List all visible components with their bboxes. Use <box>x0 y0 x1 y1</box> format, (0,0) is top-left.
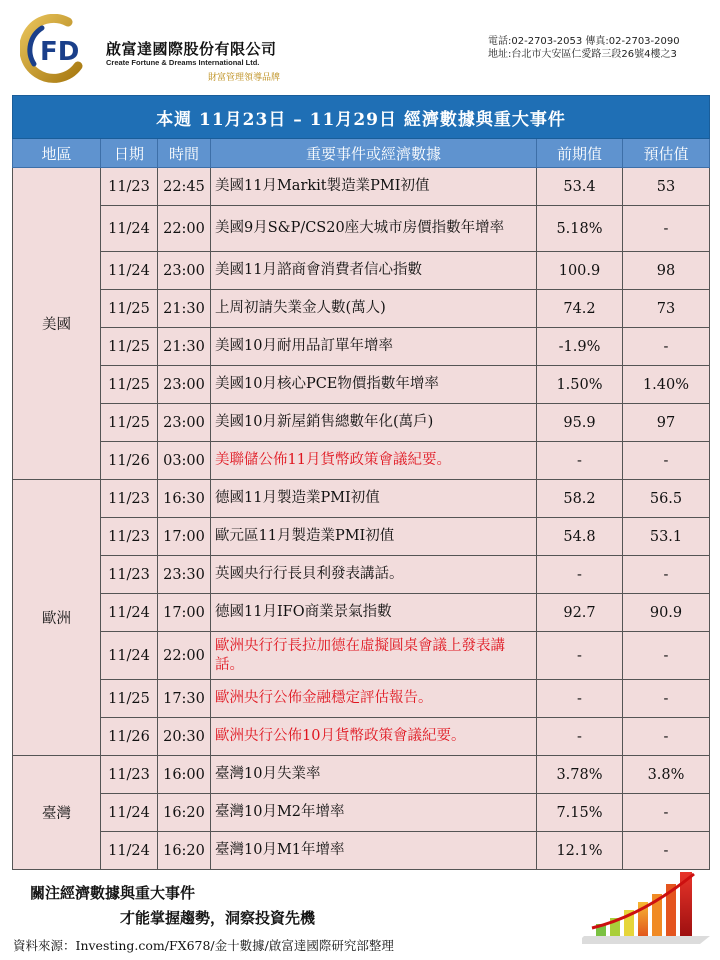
header <box>0 0 720 88</box>
event-cell: 美國9月S&P/CS20座大城市房價指數年增率 <box>211 206 537 252</box>
forecast-value-cell: - <box>623 328 710 366</box>
date-cell: 11/26 <box>101 718 158 756</box>
column-header-time: 時間 <box>158 139 211 168</box>
slogan-line-1: 關注經濟數據與重大事件 <box>30 884 196 902</box>
forecast-value-cell: 3.8% <box>623 756 710 794</box>
event-cell: 德國11月製造業PMI初值 <box>211 480 537 518</box>
date-cell: 11/23 <box>101 756 158 794</box>
time-cell: 03:00 <box>158 442 211 480</box>
table-title-row <box>13 96 710 139</box>
forecast-value-cell: - <box>623 632 710 680</box>
table-row <box>13 718 710 756</box>
time-cell: 22:00 <box>158 206 211 252</box>
table-row <box>13 632 710 680</box>
time-cell: 23:00 <box>158 366 211 404</box>
time-cell: 21:30 <box>158 328 211 366</box>
date-cell: 11/25 <box>101 328 158 366</box>
date-cell: 11/23 <box>101 518 158 556</box>
event-cell: 美國10月耐用品訂單年增率 <box>211 328 537 366</box>
logo-letters: FD <box>40 37 80 67</box>
column-header-event: 重要事件或經濟數據 <box>211 139 537 168</box>
time-cell: 23:00 <box>158 404 211 442</box>
previous-value-cell: 12.1% <box>537 832 623 870</box>
time-cell: 20:30 <box>158 718 211 756</box>
time-cell: 22:45 <box>158 168 211 206</box>
previous-value-cell: 54.8 <box>537 518 623 556</box>
event-cell: 美國10月核心PCE物價指數年增率 <box>211 366 537 404</box>
event-cell: 臺灣10月M2年增率 <box>211 794 537 832</box>
time-cell: 17:00 <box>158 594 211 632</box>
table-title: 本週 11月23日 – 11月29日 經濟數據與重大事件 <box>13 96 710 139</box>
forecast-value-cell: 53.1 <box>623 518 710 556</box>
date-cell: 11/25 <box>101 680 158 718</box>
event-cell: 歐洲央行行長拉加德在虛擬圓桌會議上發表講話。 <box>211 632 537 680</box>
time-cell: 23:30 <box>158 556 211 594</box>
event-cell: 上周初請失業金人數(萬人) <box>211 290 537 328</box>
region-cell: 臺灣 <box>13 756 101 870</box>
date-cell: 11/25 <box>101 366 158 404</box>
table-row <box>13 290 710 328</box>
forecast-value-cell: - <box>623 442 710 480</box>
time-cell: 23:00 <box>158 252 211 290</box>
company-tagline: 財富管理領導品牌 <box>208 73 281 83</box>
forecast-value-cell: - <box>623 680 710 718</box>
time-cell: 22:00 <box>158 632 211 680</box>
forecast-value-cell: - <box>623 206 710 252</box>
event-cell: 美聯儲公佈11月貨幣政策會議紀要。 <box>211 442 537 480</box>
forecast-value-cell: 73 <box>623 290 710 328</box>
forecast-value-cell: 90.9 <box>623 594 710 632</box>
table-row <box>13 556 710 594</box>
column-header-date: 日期 <box>101 139 158 168</box>
column-header-region: 地區 <box>13 139 101 168</box>
event-cell: 德國11月IFO商業景氣指數 <box>211 594 537 632</box>
forecast-value-cell: 53 <box>623 168 710 206</box>
fd-logo-icon <box>20 14 90 84</box>
table-row <box>13 252 710 290</box>
region-cell: 歐洲 <box>13 480 101 756</box>
company-name-en: Create Fortune & Dreams International Ltd. <box>106 58 260 67</box>
previous-value-cell: 5.18% <box>537 206 623 252</box>
previous-value-cell: -1.9% <box>537 328 623 366</box>
table-row <box>13 518 710 556</box>
table-row <box>13 680 710 718</box>
event-cell: 美國10月新屋銷售總數年化(萬戶) <box>211 404 537 442</box>
time-cell: 21:30 <box>158 290 211 328</box>
date-cell: 11/24 <box>101 832 158 870</box>
table-row <box>13 206 710 252</box>
event-cell: 美國11月Markit製造業PMI初值 <box>211 168 537 206</box>
forecast-value-cell: 97 <box>623 404 710 442</box>
previous-value-cell: 1.50% <box>537 366 623 404</box>
previous-value-cell: 74.2 <box>537 290 623 328</box>
time-cell: 16:30 <box>158 480 211 518</box>
company-logo <box>20 14 300 84</box>
forecast-value-cell: 1.40% <box>623 366 710 404</box>
table-header-row <box>13 139 710 168</box>
event-cell: 美國11月諮商會消費者信心指數 <box>211 252 537 290</box>
slogan-line-2: 才能掌握趨勢，洞察投資先機 <box>120 909 316 927</box>
previous-value-cell: 58.2 <box>537 480 623 518</box>
table-row <box>13 756 710 794</box>
forecast-value-cell: - <box>623 832 710 870</box>
economic-calendar-table <box>12 95 710 870</box>
forecast-value-cell: 56.5 <box>623 480 710 518</box>
event-cell: 歐洲央行公佈10月貨幣政策會議紀要。 <box>211 718 537 756</box>
company-name-cn: 啟富達國際股份有限公司 <box>106 40 277 58</box>
previous-value-cell: 3.78% <box>537 756 623 794</box>
date-cell: 11/24 <box>101 794 158 832</box>
previous-value-cell: 7.15% <box>537 794 623 832</box>
table-row <box>13 404 710 442</box>
time-cell: 17:00 <box>158 518 211 556</box>
previous-value-cell: - <box>537 442 623 480</box>
table-row <box>13 480 710 518</box>
date-cell: 11/23 <box>101 168 158 206</box>
event-cell: 歐洲央行公佈金融穩定評估報告。 <box>211 680 537 718</box>
table-body <box>13 168 710 870</box>
date-cell: 11/23 <box>101 480 158 518</box>
time-cell: 16:20 <box>158 794 211 832</box>
table-row <box>13 442 710 480</box>
address: 地址:台北市大安區仁愛路三段26號4樓之3 <box>488 49 677 60</box>
date-cell: 11/23 <box>101 556 158 594</box>
event-cell: 臺灣10月失業率 <box>211 756 537 794</box>
table-row <box>13 168 710 206</box>
date-cell: 11/25 <box>101 290 158 328</box>
time-cell: 16:00 <box>158 756 211 794</box>
table-row <box>13 832 710 870</box>
date-cell: 11/26 <box>101 442 158 480</box>
forecast-value-cell: 98 <box>623 252 710 290</box>
column-header-forecast: 預估值 <box>623 139 710 168</box>
previous-value-cell: 95.9 <box>537 404 623 442</box>
footer-slogan <box>30 881 315 931</box>
date-cell: 11/24 <box>101 206 158 252</box>
event-cell: 英國央行行長貝利發表講話。 <box>211 556 537 594</box>
contact-info <box>488 35 680 61</box>
previous-value-cell: - <box>537 556 623 594</box>
time-cell: 16:20 <box>158 832 211 870</box>
previous-value-cell: - <box>537 632 623 680</box>
event-cell: 歐元區11月製造業PMI初值 <box>211 518 537 556</box>
previous-value-cell: 53.4 <box>537 168 623 206</box>
date-cell: 11/24 <box>101 594 158 632</box>
previous-value-cell: 92.7 <box>537 594 623 632</box>
rising-bar-chart-icon <box>582 866 712 946</box>
forecast-value-cell: - <box>623 718 710 756</box>
phone-fax: 電話:02-2703-2053 傳真:02-2703-2090 <box>488 36 680 47</box>
date-cell: 11/25 <box>101 404 158 442</box>
region-cell: 美國 <box>13 168 101 480</box>
date-cell: 11/24 <box>101 252 158 290</box>
previous-value-cell: 100.9 <box>537 252 623 290</box>
table-row <box>13 366 710 404</box>
column-header-previous: 前期值 <box>537 139 623 168</box>
date-cell: 11/24 <box>101 632 158 680</box>
table-row <box>13 328 710 366</box>
data-source-note: 資料來源：Investing.com/FX678/金十數據/啟富達國際研究部整理 <box>13 938 394 953</box>
event-cell: 臺灣10月M1年增率 <box>211 832 537 870</box>
previous-value-cell: - <box>537 718 623 756</box>
forecast-value-cell: - <box>623 794 710 832</box>
forecast-value-cell: - <box>623 556 710 594</box>
time-cell: 17:30 <box>158 680 211 718</box>
table-row <box>13 794 710 832</box>
table-row <box>13 594 710 632</box>
previous-value-cell: - <box>537 680 623 718</box>
